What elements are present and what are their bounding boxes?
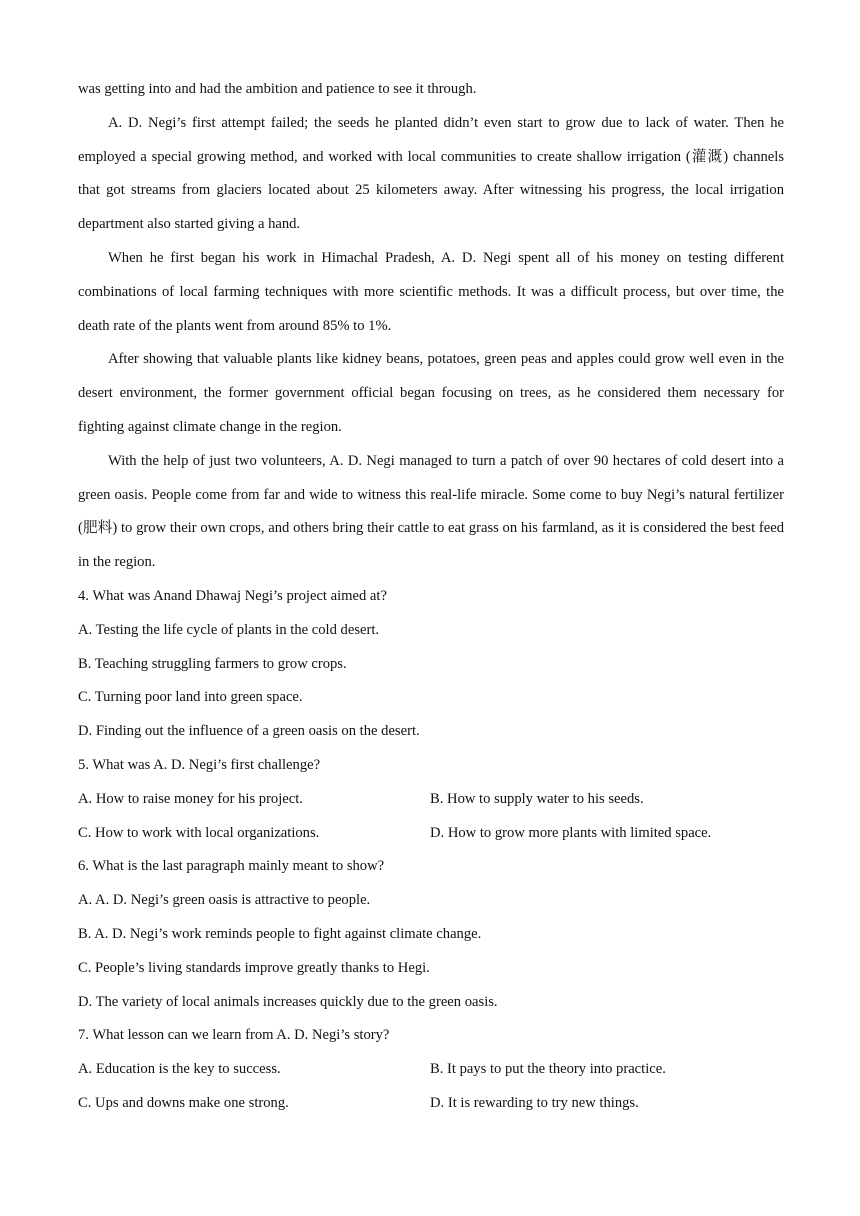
question-7-stem: 7. What lesson can we learn from A. D. Negi’s story? xyxy=(78,1027,390,1044)
question-4-option-d: D. Finding out the influence of a green oasis on the desert. xyxy=(78,723,420,740)
question-5-stem: 5. What was A. D. Negi’s first challenge? xyxy=(78,756,321,773)
question-7-option-b: B. It pays to put the theory into practice. xyxy=(430,1061,666,1078)
passage-paragraph-2: When he first began his work in Himachal Pradesh, A. D. Negi spent all of his money on testing different combinations of local farming techniques with more scientific methods. It was a difficult process, but over time, the death rate of the plants went from around 85% to 1%. xyxy=(78,249,784,334)
question-7-options-row-2 xyxy=(78,1087,784,1121)
question-4-option-b: B. Teaching struggling farmers to grow crops. xyxy=(78,655,347,672)
question-6-stem: 6. What is the last paragraph mainly meant to show? xyxy=(78,858,385,875)
question-5-options-row-1 xyxy=(78,783,784,817)
question-7 xyxy=(78,1019,784,1120)
question-6 xyxy=(78,850,784,1019)
question-7-option-d: D. It is rewarding to try new things. xyxy=(430,1094,639,1111)
passage-continuation: was getting into and had the ambition and patience to see it through. xyxy=(78,81,477,97)
passage-paragraph-3: After showing that valuable plants like kidney beans, potatoes, green peas and apples could grow well even in the desert environment, the former government official began focusing on trees, as he considered them necessary for fighting against climate change in the region. xyxy=(78,351,784,435)
question-5 xyxy=(78,749,784,850)
passage-paragraph-4: With the help of just two volunteers, A. D. Negi managed to turn a patch of over 90 hectares of cold desert into a green oasis. People come from far and wide to witness this real-life miracle. Some come to buy Negi’s natural fertilizer (肥料) to grow their own crops, and others bring their cattle to eat grass on his farmland, as it is considered the best feed in the region. xyxy=(78,452,784,571)
question-4 xyxy=(78,580,784,749)
question-4-option-a: A. Testing the life cycle of plants in the cold desert. xyxy=(78,621,380,638)
question-5-options-row-2 xyxy=(78,817,784,851)
question-6-option-b: B. A. D. Negi’s work reminds people to fight against climate change. xyxy=(78,925,482,942)
question-6-option-d: D. The variety of local animals increases quickly due to the green oasis. xyxy=(78,993,498,1010)
question-7-option-c: C. Ups and downs make one strong. xyxy=(78,1094,289,1111)
question-6-option-a: A. A. D. Negi’s green oasis is attractive to people. xyxy=(78,892,371,909)
question-5-option-d: D. How to grow more plants with limited space. xyxy=(430,824,712,841)
passage-paragraph-1: A. D. Negi’s first attempt failed; the seeds he planted didn’t even start to grow due to lack of water. Then he employed a special growing method, and worked with local communities to create shallow irrigation (灌溉) channels that got streams from glaciers located about 25 kilometers away. After witnessing his progress, the local irrigation department also started giving a hand. xyxy=(78,114,784,233)
question-5-option-b: B. How to supply water to his seeds. xyxy=(430,790,644,807)
question-5-option-a: A. How to raise money for his project. xyxy=(78,790,303,807)
question-7-option-a: A. Education is the key to success. xyxy=(78,1061,281,1078)
question-5-option-c: C. How to work with local organizations. xyxy=(78,824,320,841)
question-4-option-c: C. Turning poor land into green space. xyxy=(78,689,303,706)
question-7-options-row-1 xyxy=(78,1053,784,1087)
question-6-option-c: C. People’s living standards improve greatly thanks to Hegi. xyxy=(78,959,430,976)
question-4-stem: 4. What was Anand Dhawaj Negi’s project aimed at? xyxy=(78,587,387,604)
